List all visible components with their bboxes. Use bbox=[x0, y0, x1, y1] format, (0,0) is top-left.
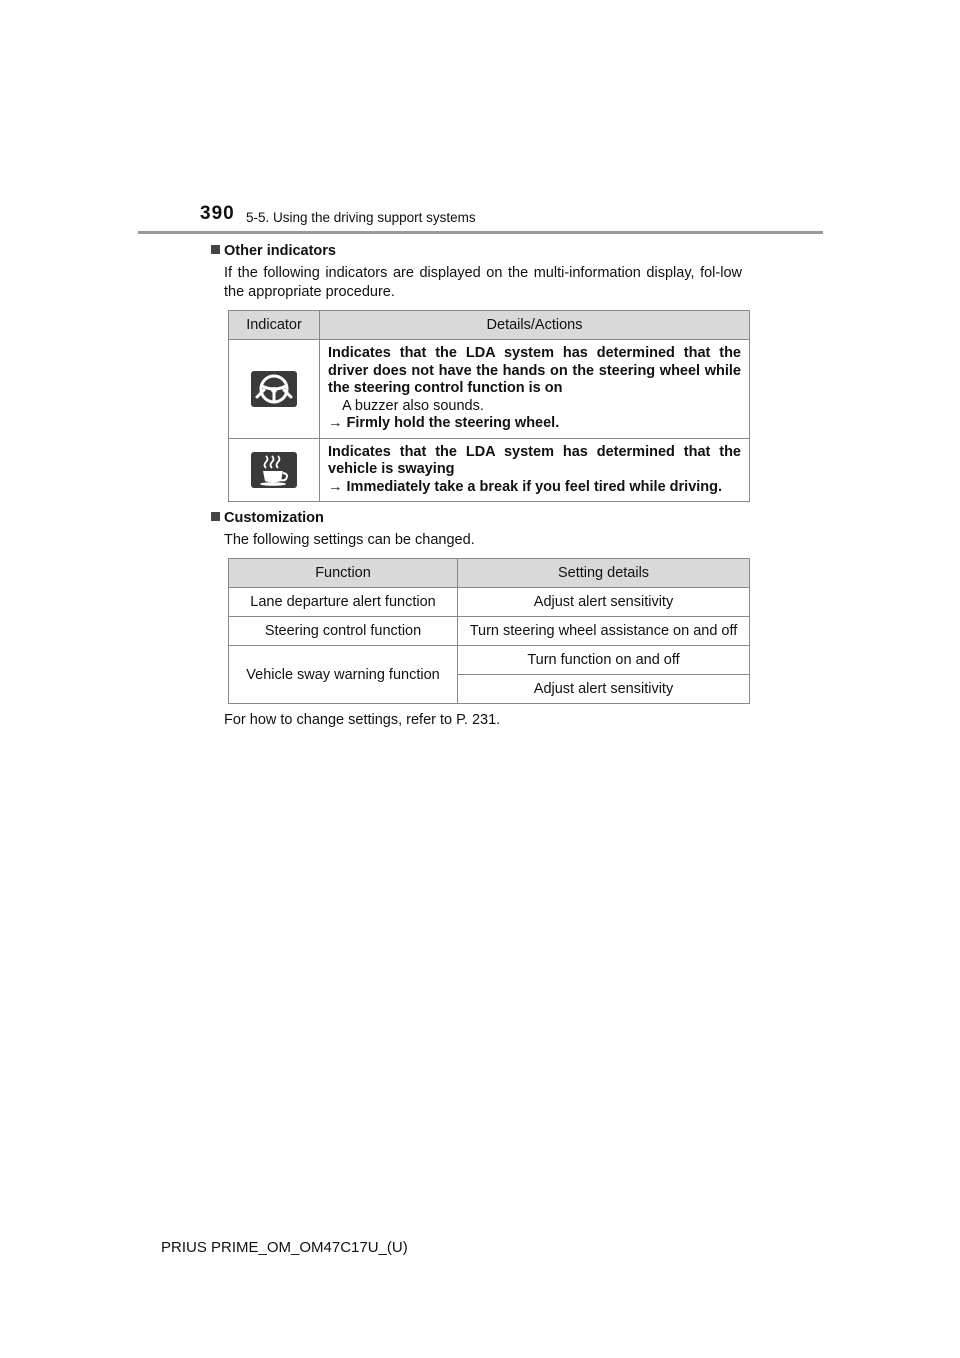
indicator-action: → Immediately take a break if you feel tired while driving. bbox=[328, 478, 723, 495]
page-number: 390 bbox=[200, 203, 235, 224]
setting-cell: Turn function on and off bbox=[458, 646, 750, 675]
table-row bbox=[229, 438, 750, 502]
square-bullet-icon bbox=[211, 512, 220, 521]
other-indicators-heading: Other indicators bbox=[211, 243, 336, 259]
col-header-indicator: Indicator bbox=[229, 311, 320, 340]
table-header-row bbox=[229, 311, 750, 340]
setting-cell: Turn steering wheel assistance on and off bbox=[458, 617, 750, 646]
function-cell: Lane departure alert function bbox=[229, 588, 458, 617]
indicator-table bbox=[228, 310, 750, 502]
table-header-row bbox=[229, 559, 750, 588]
square-bullet-icon bbox=[211, 245, 220, 254]
indicator-description: Indicates that the LDA system has determined that the vehicle is swaying bbox=[328, 443, 741, 477]
function-cell: Vehicle sway warning function bbox=[229, 646, 458, 704]
table-row bbox=[229, 646, 750, 675]
customization-text: The following settings can be changed. bbox=[224, 532, 475, 548]
document-id: PRIUS PRIME_OM_OM47C17U_(U) bbox=[161, 1239, 408, 1256]
table-row bbox=[229, 340, 750, 439]
setting-cell: Adjust alert sensitivity bbox=[458, 588, 750, 617]
indicator-description: Indicates that the LDA system has determined that the driver does not have the hands on the steering wheel while the steering control function is on bbox=[328, 345, 741, 396]
customization-footer-text: For how to change settings, refer to P. 231. bbox=[224, 712, 501, 728]
other-indicators-text: If the following indicators are displayed on the multi-information display, fol-low the appropriate procedure. bbox=[224, 265, 742, 300]
indicator-action: → Firmly hold the steering wheel. bbox=[328, 415, 560, 431]
indicator-note: A buzzer also sounds. bbox=[342, 397, 484, 414]
col-header-setting: Setting details bbox=[458, 559, 750, 588]
col-header-details: Details/Actions bbox=[320, 311, 750, 340]
table-row bbox=[229, 588, 750, 617]
function-cell: Steering control function bbox=[229, 617, 458, 646]
steering-wheel-hands-icon bbox=[251, 371, 297, 407]
customization-table bbox=[228, 558, 750, 704]
indicator-details-cell bbox=[320, 340, 750, 439]
coffee-cup-icon bbox=[251, 452, 297, 488]
indicator-icon-cell bbox=[229, 340, 320, 439]
indicator-icon-cell bbox=[229, 438, 320, 502]
setting-cell: Adjust alert sensitivity bbox=[458, 675, 750, 704]
section-title: 5-5. Using the driving support systems bbox=[246, 210, 476, 225]
col-header-function: Function bbox=[229, 559, 458, 588]
table-row bbox=[229, 617, 750, 646]
customization-heading: Customization bbox=[211, 510, 324, 526]
header-rule bbox=[138, 231, 823, 234]
indicator-details-cell bbox=[320, 438, 750, 502]
